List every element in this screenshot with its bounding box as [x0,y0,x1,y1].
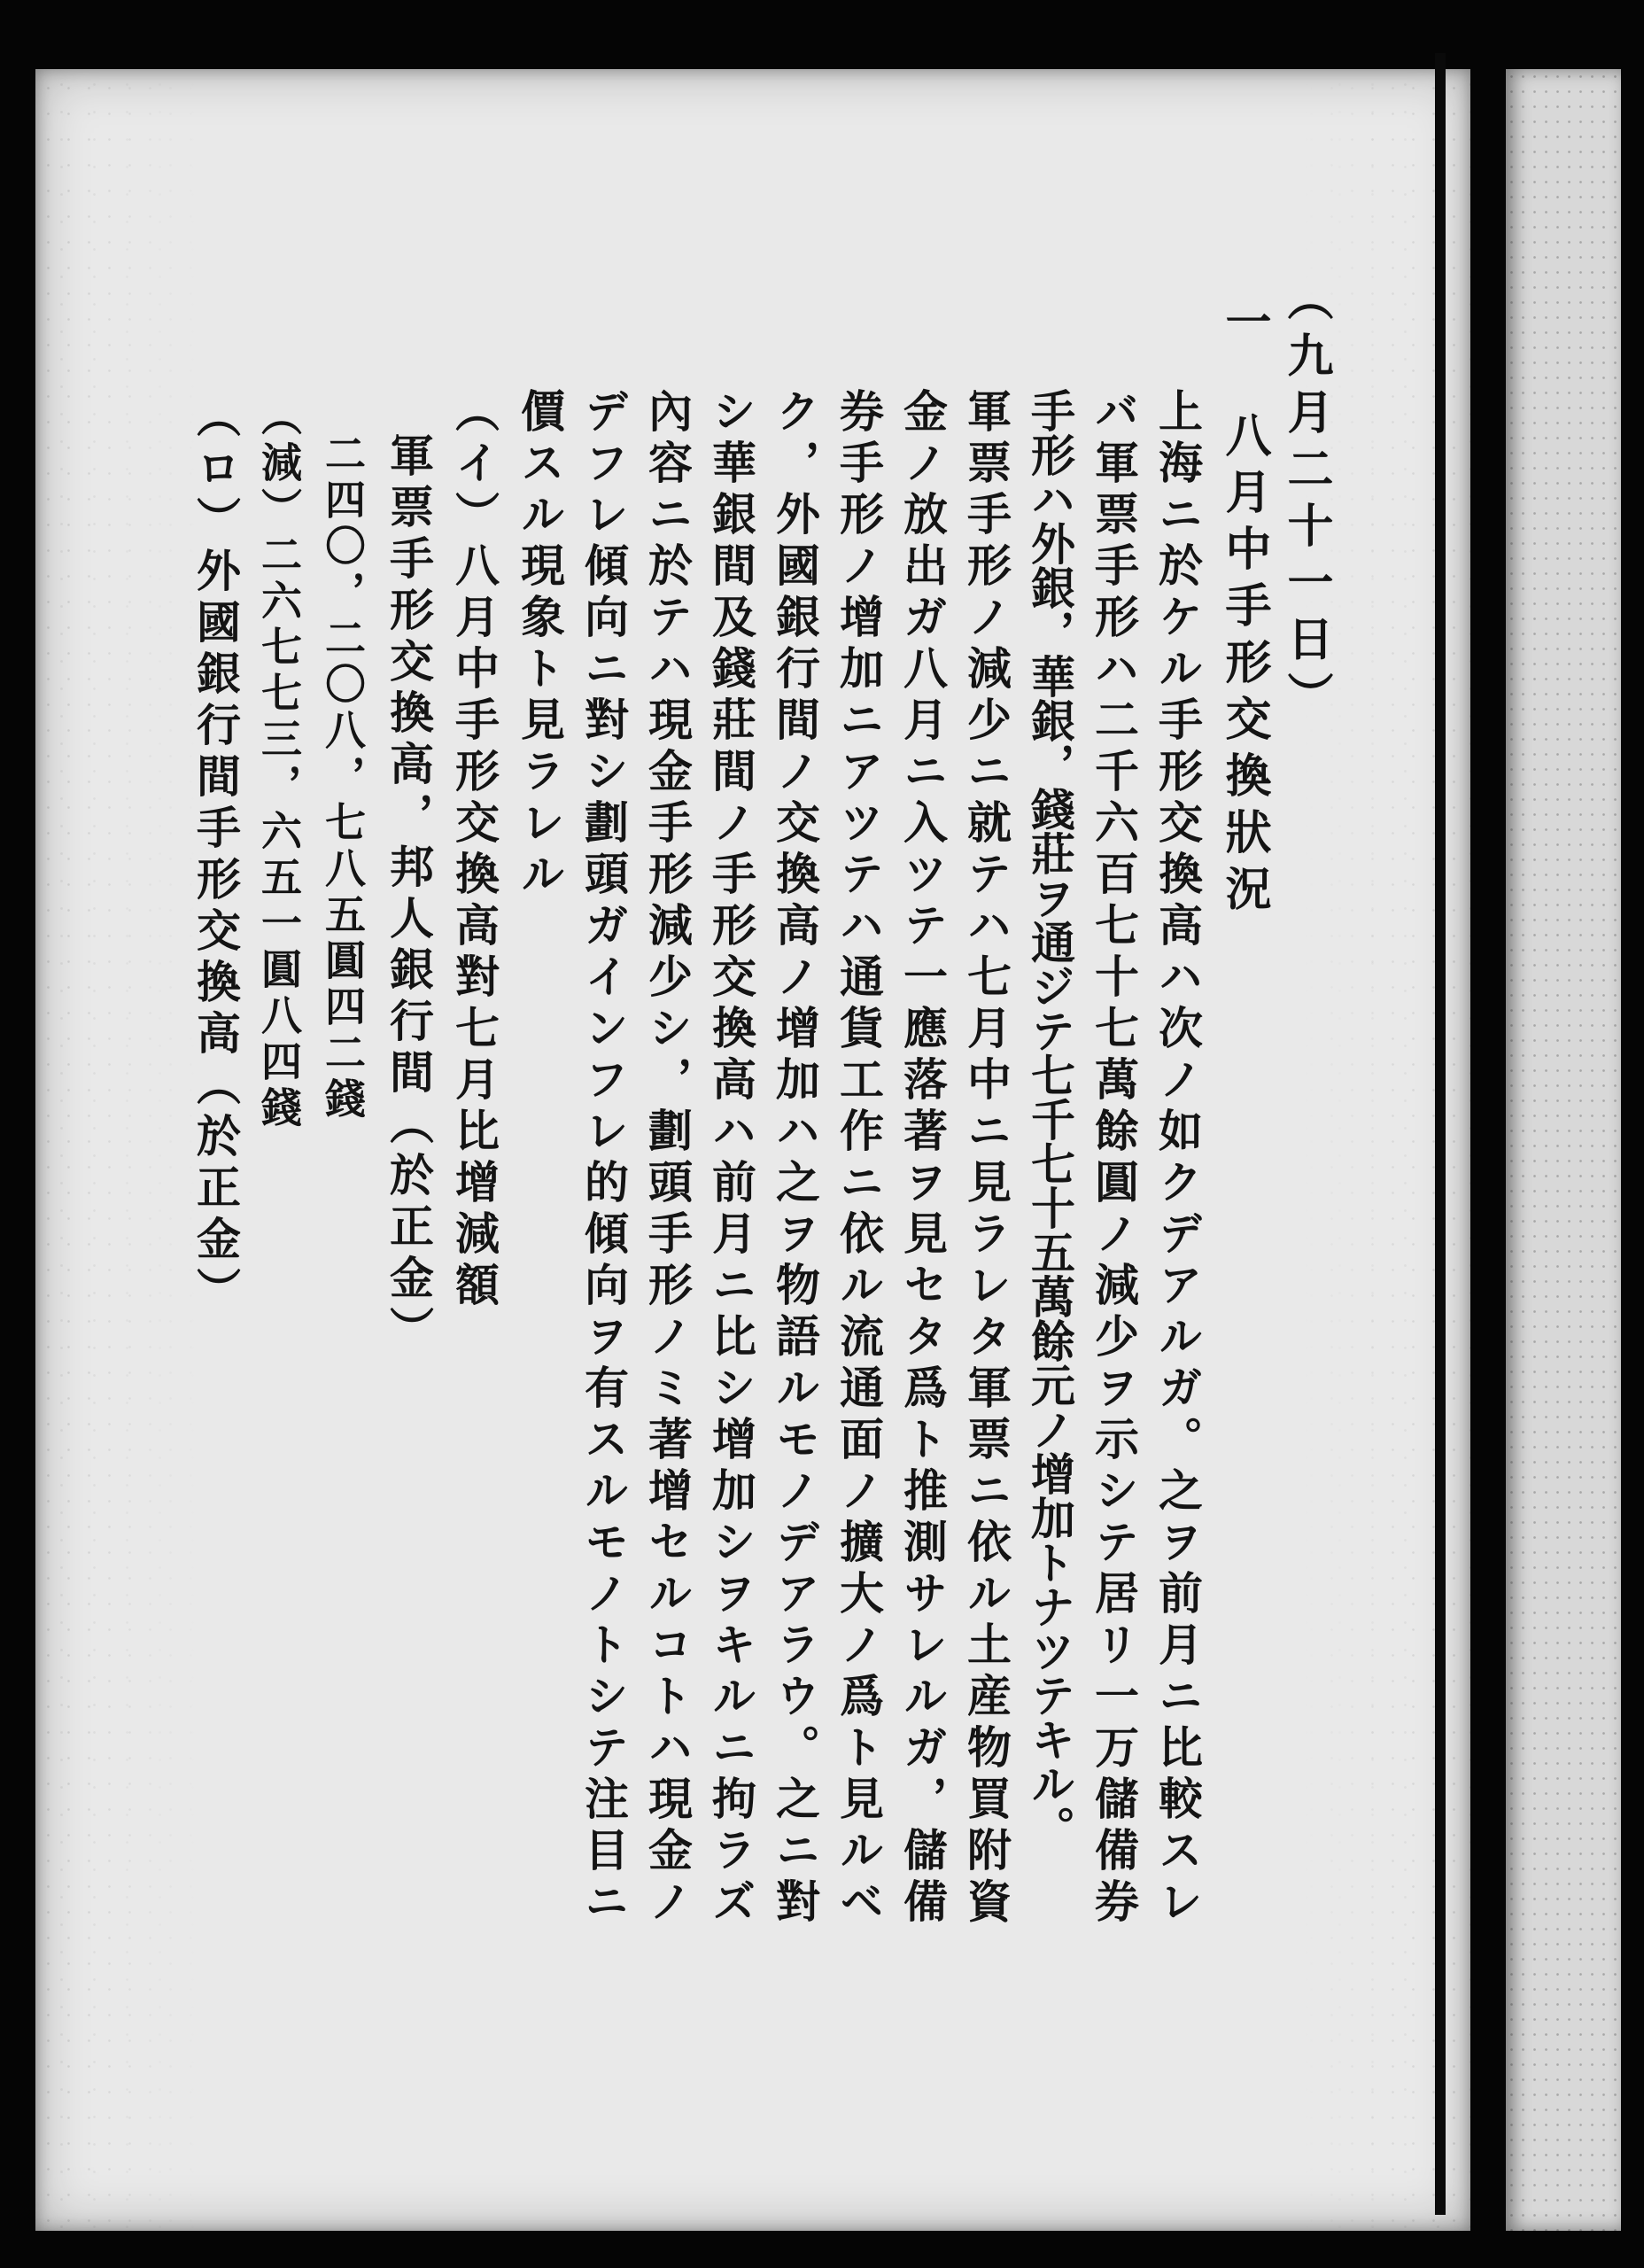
item-i-amount: 二四〇，二〇八，七八五圓四二錢 [319,432,367,1123]
body-line-11: 價スル現象ト見ラレル [514,388,566,902]
body-line-1: 上海ニ於ケル手形交換高ハ次ノ如クデアルガ。之ヲ前月ニ比較スレ [1152,388,1204,1930]
item-i-change: （減）二六七七三，六五一圓八四錢 [255,395,303,1132]
body-line-2: バ軍票手形ハ二千六百七十七萬餘圓ノ減少ヲ示シテ居リ一万儲備券 [1088,388,1140,1930]
item-ro-heading: （ロ）外國銀行間手形交換高（於正金） [190,393,242,1318]
body-line-4: 軍票手形ノ減少ニ就テハ七月中ニ見ラレタ軍票ニ依ル土産物買附資 [960,388,1012,1930]
date-heading: （九月二十一日） [1279,275,1333,728]
item-i-subheading: 軍票手形交換高，邦人銀行間（於正金） [383,432,435,1357]
body-line-6: 券手形ノ增加ニアツテハ通貨工作ニ依ル流通面ノ擴大ノ爲ト見ルベ [833,388,885,1930]
facing-paper-texture [1506,69,1621,2231]
body-line-8: シ華銀間及錢莊間ノ手形交換高ハ前月ニ比シ增加シヲキルニ拘ラズ [705,388,757,1930]
section-heading: 一 八月中手形交換狀況 [1217,298,1271,921]
body-line-10: デフレ傾向ニ對シ劃頭ガインフレ的傾向ヲ有スルモノトシテ注目ニ [578,388,630,1930]
book-spine [1435,53,1446,2215]
body-line-7: ク，外國銀行間ノ交換高ノ增加ハ之ヲ物語ルモノデアラウ。之ニ對 [769,388,821,1930]
item-i-heading: （イ）八月中手形交換高對七月比增減額 [448,388,500,1313]
body-line-9: 內容ニ於テハ現金手形減少シ，劃頭手形ノミ著增セルコトハ現金ノ [641,388,694,1930]
body-line-3: 手形ハ外銀，華銀，錢莊ヲ通ジテ七千七十五萬餘元ノ增加トナツテキル。 [1024,388,1076,1850]
facing-page-edge [1506,69,1621,2231]
document-page [35,69,1470,2231]
body-line-5: 金ノ放出ガ八月ニ入ツテ一應落著ヲ見セタ爲ト推測サレルガ，儲備 [896,388,949,1930]
